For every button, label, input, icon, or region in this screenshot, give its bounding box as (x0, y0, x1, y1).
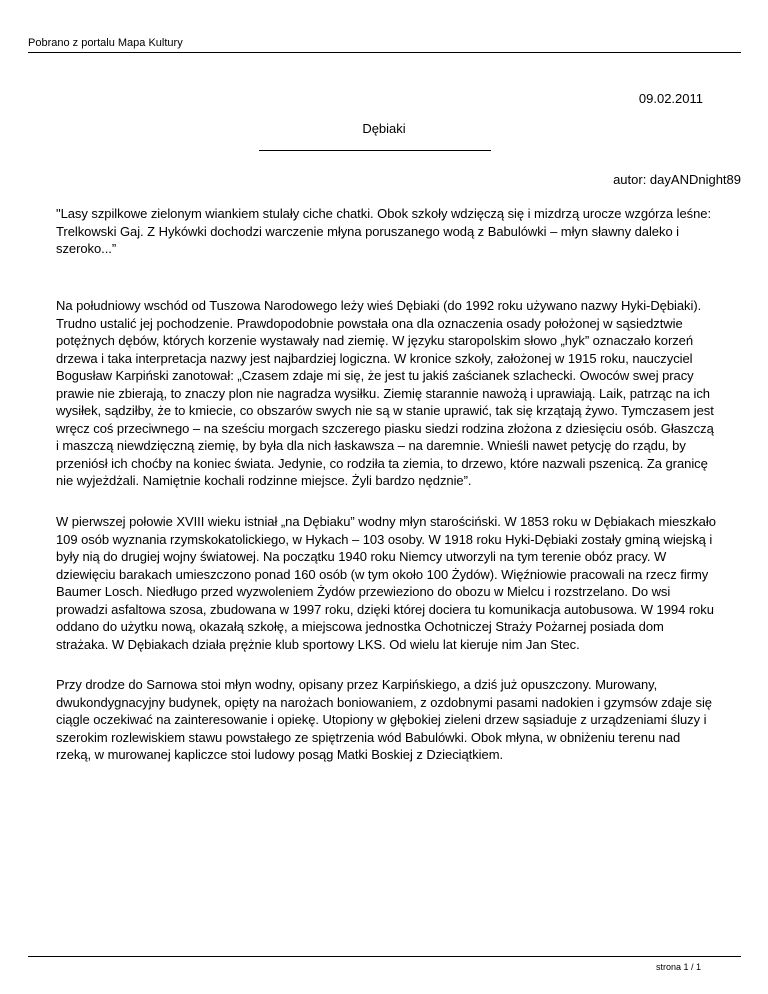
article-date: 09.02.2011 (638, 91, 703, 106)
article-paragraph-history: Na południowy wschód od Tuszowa Narodowego leży wieś Dębiaki (do 1992 roku używano nazwy Hyki-Dębiaki). Trudno ustalić jej pochodzenie. Prawdopodobnie powstała ona dla oznaczenia osady położonej w sąsiedztwie potężnych dębów, których korzenie wystawały nad ziemię. W języku staropolskim słowo „hyk” oznaczało korzeń drzewa i taka interpretacja nazwy jest najbardziej logiczna. W kronice szkoły, założonej w 1915 roku, nauczyciel Bogusław Karpiński zanotował: „Czasem zdaje mi się, że jest tu jakiś zaścianek szlachecki. Owoców swej pracy prawie nie zbierają, to znaczy plon nie nagradza wysiłku. Ziemię starannie nawożą i uprawiają. Laik, patrząc na ich wysiłek, sądziłby, że to kmiecie, co obszarów swych nie są w stanie uprawić, tak się krzątają żywo. Tymczasem jest wręcz coś przeciwnego – na sześciu morgach szczerego piasku siedzi rodzina złożona z dziesięciu osób. Głaszczą i maszczą niewdzięczną ziemię, by była dla nich łaskawsza – na daremnie. Wnieśli nawet petycję do rządu, by przeniósł ich choćby na koniec świata. Jedynie, co rodziła ta ziemia, to drzewo, które nazwali pszenicą. Za granicę nie wyjeżdżali. Namiętnie kochali rodzinne miejsce. Żyli bardzo nędznie”. (56, 298, 714, 488)
article-author: autor: dayANDnight89 (613, 172, 741, 187)
header-divider (28, 52, 741, 53)
article-paragraph-mill: Przy drodze do Sarnowa stoi młyn wodny, opisany przez Karpińskiego, a dziś już opuszczony. Murowany, dwukondygnacyjny budynek, opięty na narożach boniowaniem, z ozdobnymi pasami nadokien i gzymsów zdaje się ciągle oczekiwać na zainteresowanie i opiekę. Utopiony w głębokiej zieleni drzew sąsiaduje z urządzeniami śluzy i szerokim rozlewiskiem stawu powstałego ze spiętrzenia wód Babulówki. Obok młyna, w obniżeniu terenu nad rzeką, w murowanej kapliczce stoi ludowy posąg Matki Boskiej z Dzieciątkiem. (56, 677, 712, 762)
header-source-text: Pobrano z portalu Mapa Kultury (28, 37, 183, 49)
footer-divider (28, 956, 741, 957)
article-paragraph-20th-century: W pierwszej połowie XVIII wieku istniał „na Dębiaku” wodny młyn starościński. W 1853 roku w Dębiakach mieszkało 109 osób wyznania rzymskokatolickiego, w Hykach – 103 osoby. W 1918 roku Hyki-Dębiaki zostały gminą wiejską i były nią do drugiej wojny światowej. Na początku 1940 roku Niemcy utworzyli na tym terenie obóz pracy. W dziewięciu barakach umieszczono ponad 160 osób (w tym około 100 Żydów). Więźniowie pracowali na rzecz firmy Baumer Losch. Niedługo przed wyzwoleniem Żydów przewieziono do obozu w Mielcu i rozstrzelano. Do wsi prowadzi asfaltowa szosa, zbudowana w 1997 roku, dzięki której dociera tu komunikacja autobusowa. W 1994 roku oddano do użytku nową, okazałą szkołę, a miejscowa jednostka Ochotniczej Straży Pożarnej posiada dom strażaka. W Dębiakach działa prężnie klub sportowy LKS. Od wielu lat kieruje nim Jan Stec. (56, 514, 716, 652)
article-title: Dębiaki (362, 121, 406, 136)
page-number: strona 1 / 1 (655, 962, 701, 972)
article-quote: "Lasy szpilkowe zielonym wiankiem stulały ciche chatki. Obok szkoły wdzięczą się i mizdrzą urocze wzgórza leśne: Trelkowski Gaj. Z Hykówki dochodzi warczenie młyna poruszanego wodą z Babulówki – młyn sławny daleko i szeroko...” (56, 206, 712, 256)
title-underline (259, 150, 491, 151)
